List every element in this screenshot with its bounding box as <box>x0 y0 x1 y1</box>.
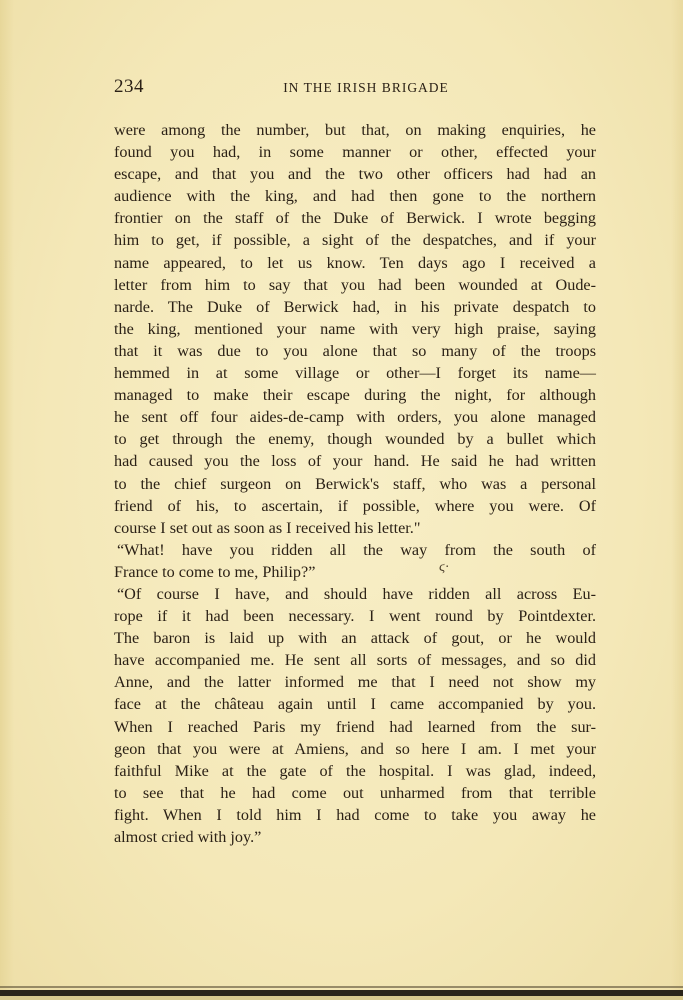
text-line: geon that you were at Amiens, and so here I am. I met your <box>114 739 596 758</box>
text-line: he sent off four aides-de-camp with orders, you alone managed <box>114 408 596 427</box>
bottom-rule-thin <box>0 986 683 988</box>
text-line: The baron is laid up with an attack of gout, or he would <box>114 629 596 648</box>
text-line: Anne, and the latter informed me that I need not show my <box>114 673 596 692</box>
text-line: rope if it had been necessary. I went round by Pointdexter. <box>114 607 596 626</box>
text-line: narde. The Duke of Berwick had, in his private despatch to <box>114 297 596 316</box>
text-line: frontier on the staff of the Duke of Berwick. I wrote begging <box>114 209 596 228</box>
page-number: 234 <box>114 76 144 97</box>
text-line: “Of course I have, and should have ridden all across Eu- <box>117 584 596 603</box>
text-line: When I reached Paris my friend had learned from the sur- <box>114 717 596 736</box>
text-line: face at the château again until I came accompanied by you. <box>114 695 596 714</box>
page-left-edge-shadow <box>0 0 14 1000</box>
text-line: “What! have you ridden all the way from the south of <box>117 540 596 559</box>
text-line: audience with the king, and had then gone to the northern <box>114 187 596 206</box>
text-line: were among the number, but that, on making enquiries, he <box>114 121 596 139</box>
text-line: name appeared, to let us know. Ten days ago I received a <box>114 253 596 272</box>
text-line: letter from him to say that you had been wounded at Oude- <box>114 275 596 294</box>
text-line: France to come to me, Philip?” <box>114 562 316 581</box>
text-line: had caused you the loss of your hand. He said he had written <box>114 452 596 471</box>
running-head: IN THE IRISH BRIGADE <box>283 80 449 95</box>
text-line: the king, mentioned your name with very high praise, saying <box>114 319 596 338</box>
text-line: found you had, in some manner or other, effected your <box>114 143 596 162</box>
text-line: to the chief surgeon on Berwick's staff, who was a personal <box>114 474 596 493</box>
stray-print-mark: ϛ· <box>439 560 450 575</box>
page-right-edge-shadow <box>671 0 683 1000</box>
text-line: have accompanied me. He sent all sorts of messages, and so did <box>114 651 596 670</box>
page-header <box>114 76 596 100</box>
text-line: escape, and that you and the two other officers had had an <box>114 165 596 184</box>
text-line: to get through the enemy, though wounded by a bullet which <box>114 430 596 449</box>
text-line: that it was due to you alone that so many of the troops <box>114 341 596 360</box>
text-line: fight. When I told him I had come to take you away he <box>114 805 596 824</box>
text-line: friend of his, to ascertain, if possible, where you were. Of <box>114 496 596 515</box>
bottom-edge <box>0 996 683 1000</box>
text-line: hemmed in at some village or other—I forget its name— <box>114 364 596 383</box>
text-line: him to get, if possible, a sight of the despatches, and if your <box>114 231 596 250</box>
text-line: almost cried with joy.” <box>114 828 262 846</box>
body-text <box>114 119 596 848</box>
text-line: faithful Mike at the gate of the hospital. I was glad, indeed, <box>114 761 596 780</box>
text-line: managed to make their escape during the night, for although <box>114 386 596 405</box>
text-line: course I set out as soon as I received his letter." <box>114 518 421 537</box>
text-line: to see that he had come out unharmed from that terrible <box>114 783 596 802</box>
